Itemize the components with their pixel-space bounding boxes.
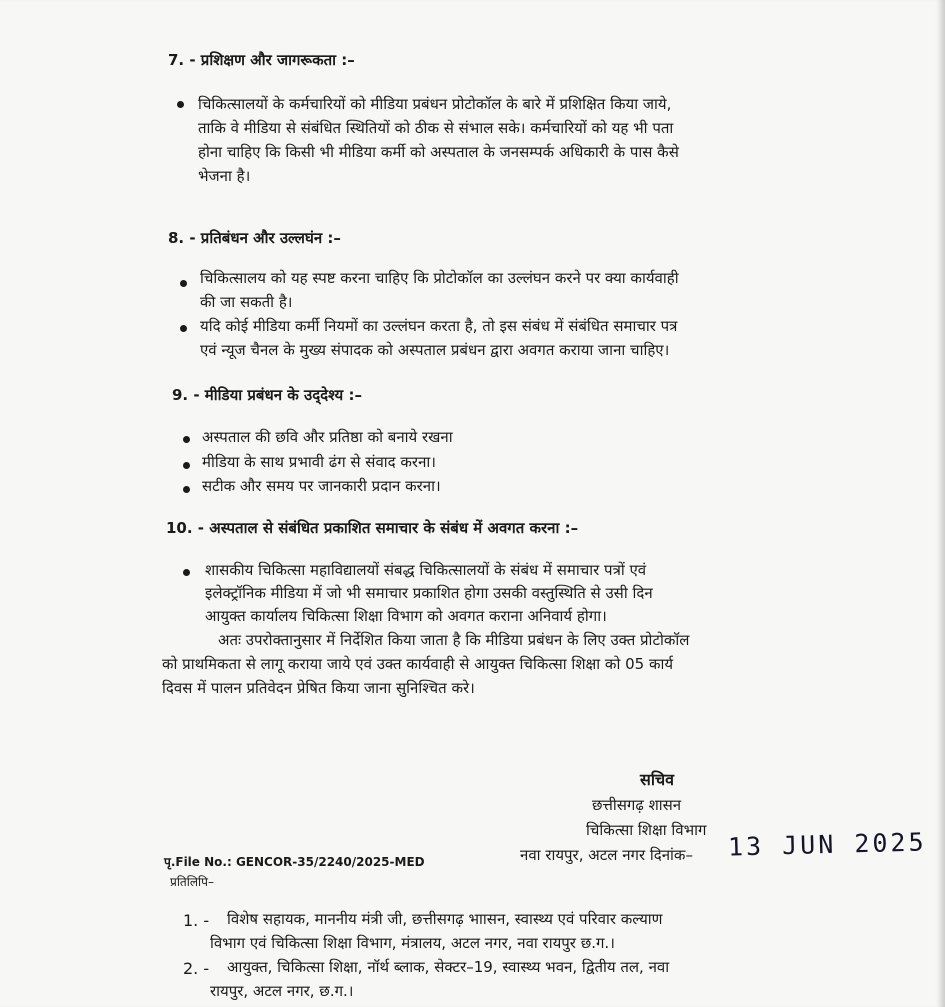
copy-1-l1: विशेष सहायक, माननीय मंत्री जी, छत्तीसगढ़ भाासन, स्वास्थ्य एवं परिवार कल्याण <box>227 910 663 928</box>
copy-1-number: 1. - <box>183 911 210 930</box>
copy-2-l2: रायपुर, अटल नगर, छ.ग.। <box>210 982 354 1000</box>
file-no <box>164 852 425 872</box>
s8-b1-l2: की जा सकती है। <box>200 293 293 311</box>
bullet-icon <box>183 486 190 493</box>
s9-b2: मीडिया के साथ प्रभावी ढंग से संवाद करना। <box>202 453 436 471</box>
bullet-icon <box>180 325 187 332</box>
s7-b1-l1: चिकित्सालयों के कर्मचारियों को मीडिया प्रबंधन प्रोटोकॉल के बारे में प्रशिक्षित किया जाये, <box>198 95 672 113</box>
copy-2-l1: आयुक्त, चिकित्सा शिक्षा, नॉर्थ ब्लाक, सेक्टर–19, स्वास्थ्य भवन, द्वितीय तल, नवा <box>227 958 670 976</box>
s10-closing-l2: को प्राथमिकता से लागू कराया जाये एवं उक्त कार्यवाही से आयुक्त चिकित्सा शिक्षा को 05 कार्य <box>162 655 674 673</box>
s10-b1-l1: शासकीय चिकित्सा महाविद्यालयों संबद्ध चिकित्सालयों के संबंध में समाचार पत्रों एवं <box>205 561 647 579</box>
bullet-icon <box>180 280 187 287</box>
section-10-heading: 10. - अस्पताल से संबंधित प्रकाशित समाचार के संबंध में अवगत करना :– <box>166 519 579 537</box>
copy-label: प्रतिलिपि– <box>170 875 214 889</box>
s7-b1-l4: भेजना है। <box>198 167 251 185</box>
s8-b1-l1: चिकित्सालय को यह स्पष्ट करना चाहिए कि प्रोटोकॉल का उल्लंघन करने पर क्या कार्यवाही <box>200 269 679 287</box>
bullet-icon <box>177 101 184 108</box>
s8-b2-l2: एवं न्यूज चैनल के मुख्य संपादक को अस्पताल प्रबंधन द्वारा अवगत कराया जाना चाहिए। <box>200 341 670 359</box>
s10-closing-l1: अतः उपरोक्तानुसार में निर्देशित किया जाता है कि मीडिया प्रबंधन के लिए उक्त प्रोटोकॉल <box>218 631 690 649</box>
s9-b1: अस्पताल की छवि और प्रतिष्ठा को बनाये रखना <box>202 428 453 446</box>
bullet-icon <box>183 436 190 443</box>
bullet-icon <box>183 462 190 469</box>
section-9-heading: 9. - मीडिया प्रबंधन के उद्‌देश्य :– <box>172 386 362 404</box>
signature-place-date-label: नवा रायपुर, अटल नगर दिनांक– <box>520 846 693 864</box>
section-7-heading: 7. - प्रशिक्षण और जागरूकता :– <box>168 51 355 69</box>
section-8-heading: 8. - प्रतिबंधन और उल्लघंन :– <box>168 229 341 247</box>
signature-dept: चिकित्सा शिक्षा विभाग <box>586 821 707 839</box>
bullet-icon <box>183 569 190 576</box>
s9-b3: सटीक और समय पर जानकारी प्रदान करना। <box>202 477 441 495</box>
signature-govt: छत्तीसगढ़ शासन <box>592 796 682 814</box>
file-no-label: पृ.File No.: <box>164 855 232 869</box>
s8-b2-l1: यदि कोई मीडिया कर्मी नियमों का उल्लंघन करता है, तो इस संबंध में संबंधित समाचार पत्र <box>200 317 678 335</box>
s10-b1-l2: इलेक्ट्रॉनिक मीडिया में जो भी समाचार प्रकाशित होगा उसकी वस्तुस्थिति से उसी दिन <box>205 584 653 602</box>
date-stamp: 13 JUN 2025 <box>727 827 927 862</box>
copy-1-l2: विभाग एवं चिकित्सा शिक्षा विभाग, मंत्रालय, अटल नगर, नवा रायपुर छ.ग.। <box>210 934 615 952</box>
signature-title: सचिव <box>640 770 675 789</box>
copy-2-number: 2. - <box>183 959 210 978</box>
s10-b1-l3: आयुक्त कार्यालय चिकित्सा शिक्षा विभाग को अवगत कराना अनिवार्य होगा। <box>205 607 607 625</box>
s7-b1-l2: ताकि वे मीडिया से संबंधित स्थितियों को ठीक से संभाल सके। कर्मचारियों को यह भी पता <box>198 119 674 137</box>
s10-closing-l3: दिवस में पालन प्रतिवेदन प्रेषित किया जाना सुनिश्चित करे। <box>162 679 475 697</box>
s7-b1-l3: होना चाहिए कि किसी भी मीडिया कर्मी को अस्पताल के जनसम्पर्क अधिकारी के पास कैसे <box>198 143 679 161</box>
file-no-value: GENCOR-35/2240/2025-MED <box>235 855 425 869</box>
